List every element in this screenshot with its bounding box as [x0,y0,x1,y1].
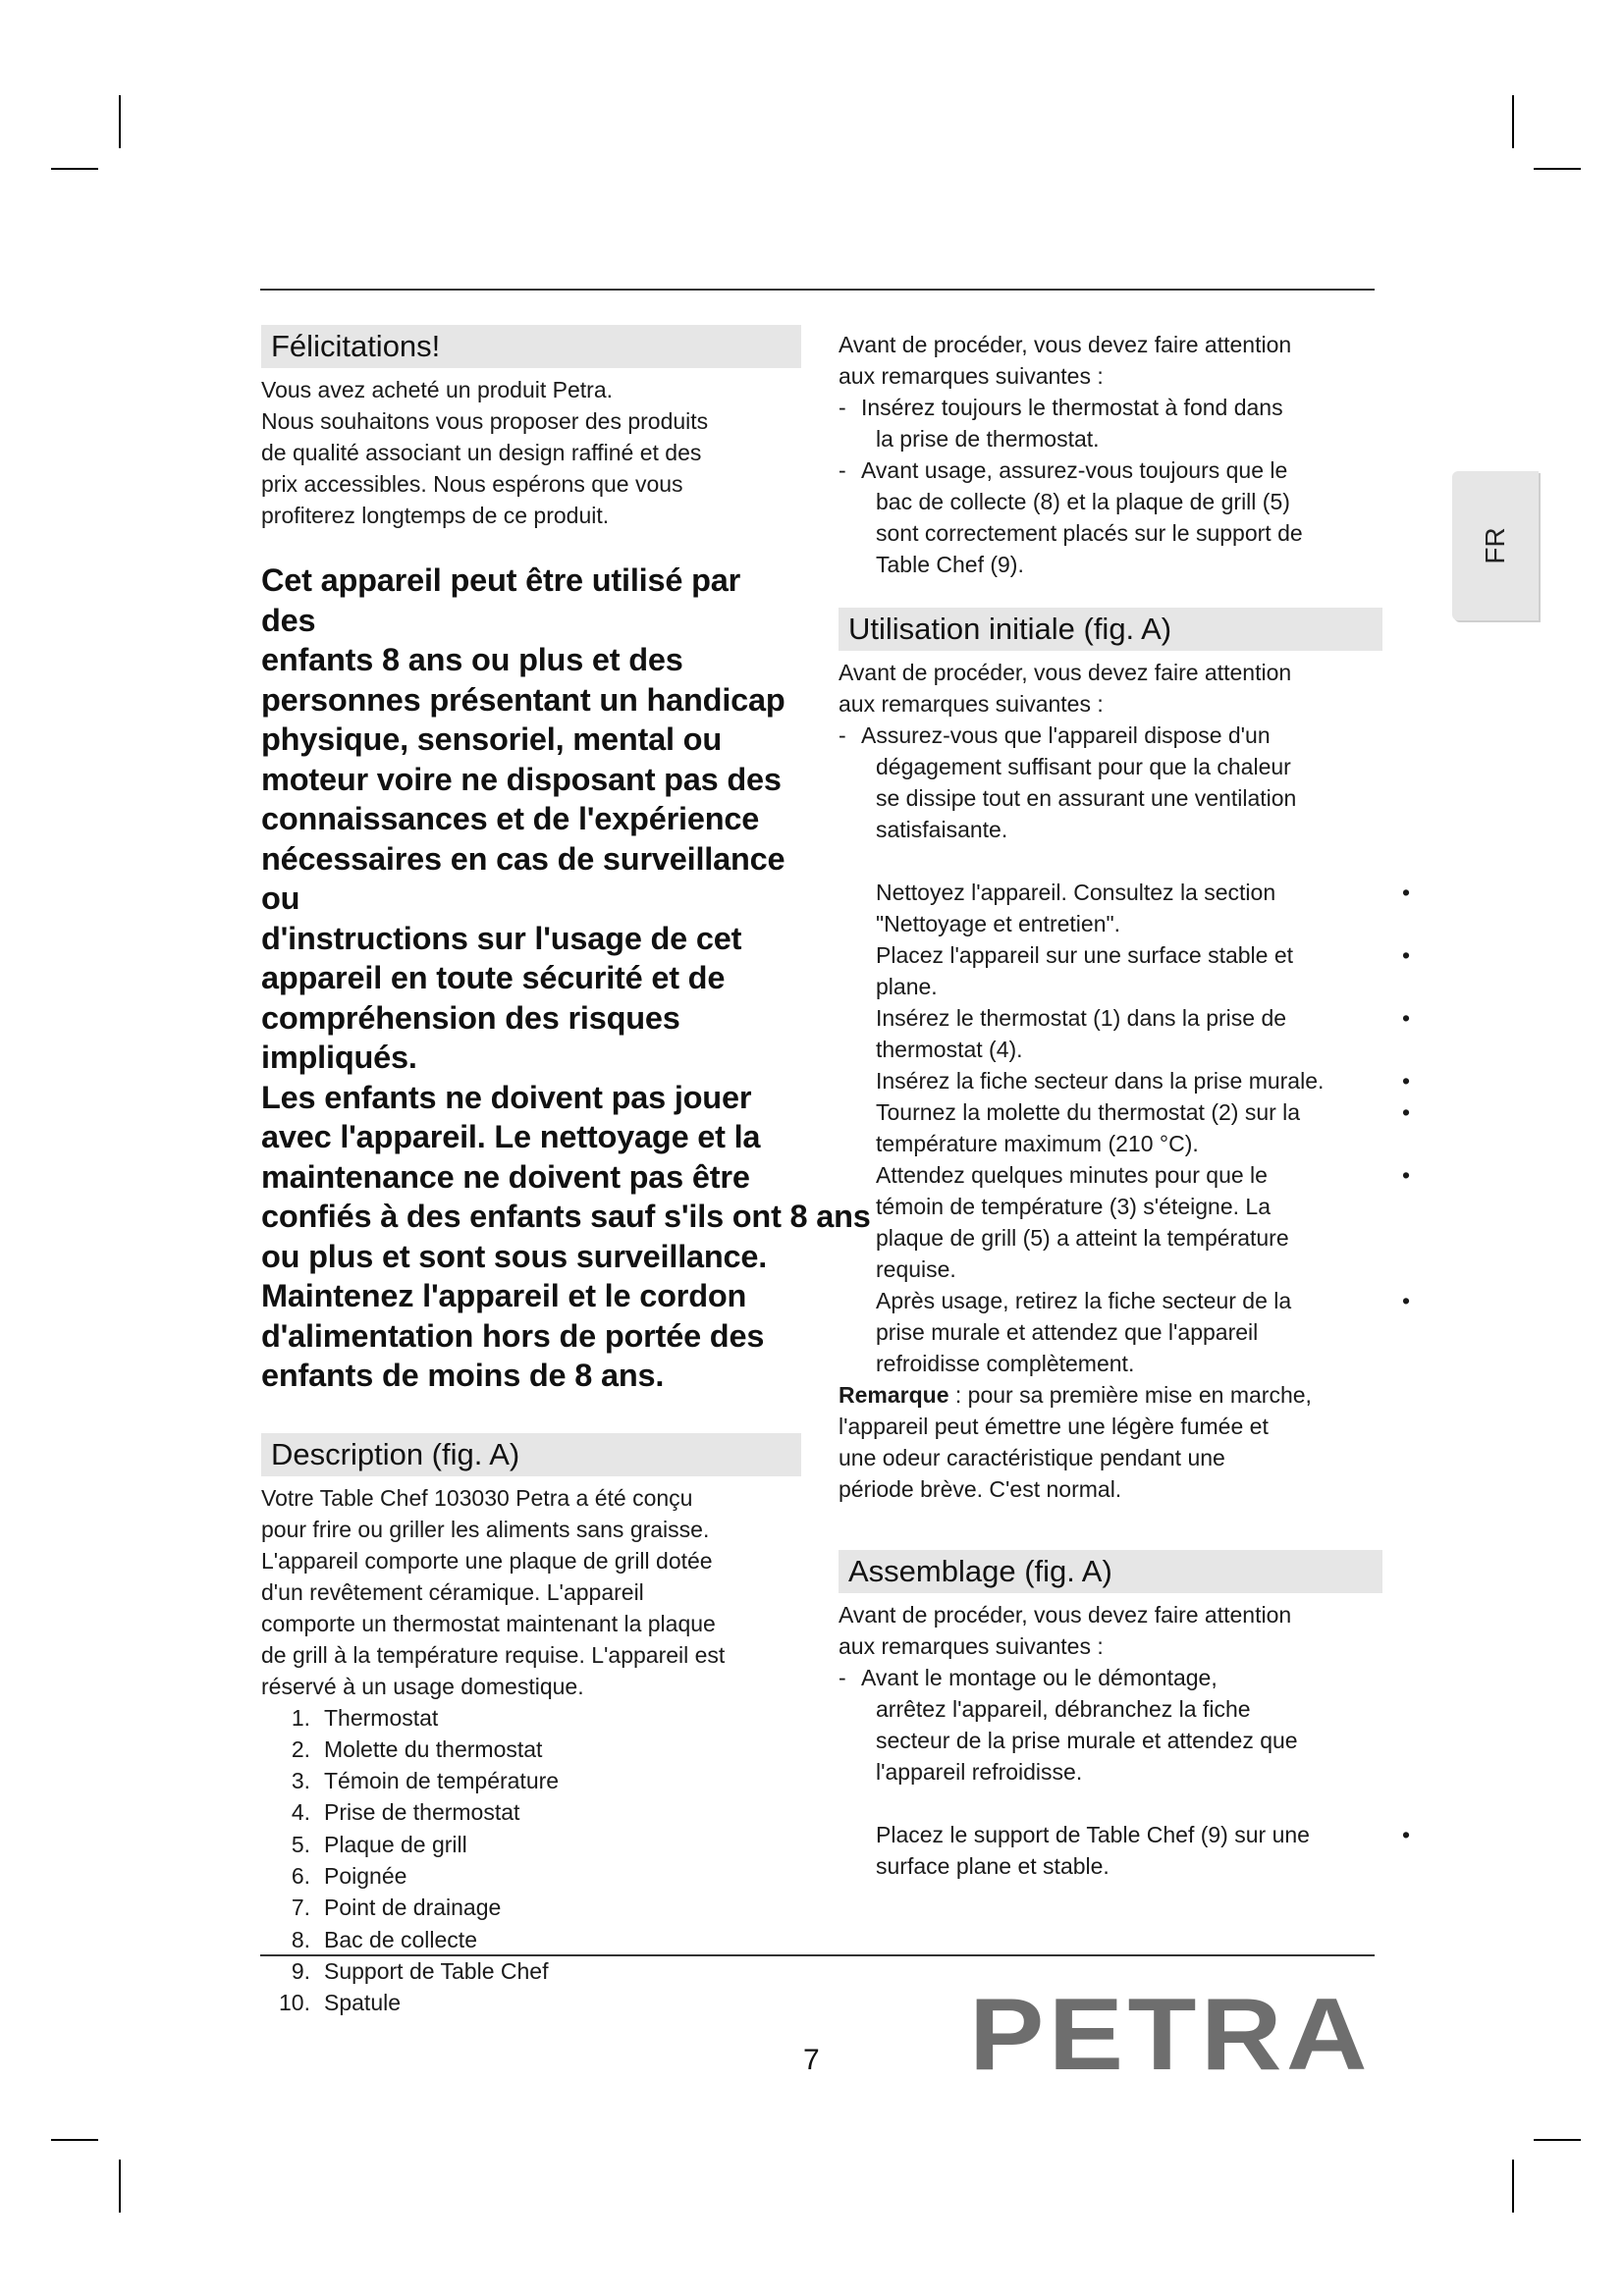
text-line: Après usage, retirez la fiche secteur de la [876,1288,1292,1313]
warning-line: confiés à des enfants sauf s'ils ont 8 ans [261,1199,871,1234]
crop-mark [1512,2160,1514,2213]
text-line: "Nettoyage et entretien". [876,911,1121,936]
felicitations-heading: Félicitations! [261,325,801,368]
part-item [275,1955,801,1987]
text-line: sont correctement placés sur le support de [876,520,1303,546]
crop-mark [1534,2139,1581,2141]
text-line: témoin de température (3) s'éteigne. La [876,1194,1272,1219]
spacer [839,845,1382,877]
remark-label: Remarque [839,1382,949,1408]
warning-line: compréhension des risques impliqués. [261,999,680,1075]
text-line: Insérez le thermostat (1) dans la prise de [876,1005,1287,1031]
part-number: 2. [291,1735,310,1762]
felicitations-section [261,325,801,531]
step-item [876,1285,1410,1379]
part-item [275,1702,801,1734]
assemblage-dash-list [839,1662,1382,1788]
text-line: surface plane et stable. [876,1853,1110,1879]
text-line: l'appareil peut émettre une légère fumée et [839,1414,1269,1439]
text-line: Attendez quelques minutes pour que le [876,1162,1268,1188]
crop-mark [1512,95,1514,148]
bullet-dot: • [1401,1068,1410,1094]
utilisation-heading: Utilisation initiale (fig. A) [839,608,1382,651]
warning-line: appareil en toute sécurité et de [261,960,726,995]
text-line: Placez l'appareil sur une surface stable et [876,942,1294,968]
warning-line: Maintenez l'appareil et le cordon [261,1278,747,1313]
dash-item [839,720,1382,845]
part-item [275,1734,801,1765]
bullet-dot: • [1401,1099,1410,1125]
utilisation-steps [839,877,1410,1379]
part-label: Plaque de grill [324,1831,467,1857]
text-line: thermostat (4). [876,1037,1023,1062]
bullet-dot: • [1401,1005,1410,1031]
crop-mark [51,168,98,170]
warning-line: nécessaires en cas de surveillance ou [261,840,785,916]
part-number: 5. [291,1831,310,1857]
assemblage-steps [839,1819,1410,1882]
warning-line: personnes présentant un handicap [261,681,785,718]
step-item [876,1065,1410,1096]
intro-section [839,329,1382,580]
bullet-dot: • [1401,1162,1410,1188]
text-line: Insérez toujours le thermostat à fond dans [861,395,1283,420]
text-line: Avant le montage ou le démontage, [861,1665,1218,1690]
text-line: Assurez-vous que l'appareil dispose d'un [861,722,1271,748]
text-line: plane. [876,974,938,999]
description-section [261,1433,801,2019]
dash-marker: - [839,457,846,483]
text-line: comporte un thermostat maintenant la plaque [261,1610,716,1636]
petra-logo [965,1985,1376,2083]
text-line: température maximum (210 °C). [876,1131,1199,1156]
text-line: arrêtez l'appareil, débranchez la fiche [876,1696,1251,1722]
text-line: prix accessibles. Nous espérons que vous [261,471,683,497]
part-number: 8. [291,1926,310,1952]
text-line: Avant usage, assurez-vous toujours que le [861,457,1288,483]
text-line: l'appareil refroidisse. [876,1759,1083,1785]
dash-marker: - [839,722,846,748]
part-number: 6. [291,1862,310,1889]
description-text [261,1482,801,1702]
text-line: Votre Table Chef 103030 Petra a été conçu [261,1484,693,1511]
text-line: Vous avez acheté un produit Petra. [261,377,614,402]
text-line: Avant de procéder, vous devez faire attention [839,332,1292,357]
warning-line: enfants de moins de 8 ans. [261,1358,665,1393]
part-item [275,1892,801,1923]
right-column [839,325,1410,1882]
part-number: 1. [291,1704,310,1731]
text-line: Nettoyez l'appareil. Consultez la section [876,880,1276,905]
crop-mark [1534,168,1581,170]
warning-line: connaissances et de l'expérience [261,801,760,836]
utilisation-section [839,608,1410,1505]
left-column [261,325,871,2018]
text-line: pour frire ou griller les aliments sans graisse. [261,1516,710,1542]
text-line: aux remarques suivantes : [839,1633,1104,1659]
text-line: se dissipe tout en assurant une ventilation [876,785,1297,811]
part-item [275,1829,801,1860]
warning-line: d'instructions sur l'usage de cet [261,920,742,956]
part-number: 4. [291,1799,310,1826]
assemblage-section [839,1550,1410,1882]
description-heading: Description (fig. A) [261,1433,801,1476]
bullet-dot: • [1401,1288,1410,1313]
crop-mark [119,2160,121,2213]
warning-line: moteur voire ne disposant pas des [261,761,782,797]
spacer [839,1788,1382,1819]
step-item [876,877,1410,939]
text-line: requise. [876,1256,956,1282]
felicitations-text [261,374,801,531]
text-line: dégagement suffisant pour que la chaleur [876,754,1291,779]
text-line: aux remarques suivantes : [839,691,1104,717]
dash-item [839,454,1382,580]
assemblage-heading: Assemblage (fig. A) [839,1550,1382,1593]
text-line: L'appareil comporte une plaque de grill dotée [261,1547,713,1574]
warning-line: physique, sensoriel, mental ou [261,721,722,757]
text-line: bac de collecte (8) et la plaque de grill (5) [876,489,1290,514]
text-line: Table Chef (9). [876,552,1024,577]
text-line: de grill à la température requise. L'appareil est [261,1641,726,1668]
warning-line: d'alimentation hors de portée des [261,1317,765,1354]
top-rule [260,289,1375,291]
step-item [876,939,1410,1002]
brand-text: PETRA [969,1985,1372,2083]
bullet-dot: • [1401,1822,1410,1847]
text-line: aux remarques suivantes : [839,363,1104,389]
text-line: Nous souhaitons vous proposer des produits [261,408,709,434]
text-line: la prise de thermostat. [876,426,1100,452]
step-item [876,1002,1410,1065]
text-line: Avant de procéder, vous devez faire attention [839,1602,1292,1628]
part-item [275,1860,801,1892]
warning-line: Les enfants ne doivent pas jouer [261,1079,752,1115]
safety-warning [261,561,871,1396]
dash-marker: - [839,1665,846,1690]
part-label: Thermostat [324,1704,439,1731]
text-line: refroidisse complètement. [876,1351,1135,1376]
warning-line: enfants 8 ans ou plus et des [261,642,683,677]
text-line: Placez le support de Table Chef (9) sur une [876,1822,1310,1847]
text-line: une odeur caractéristique pendant une [839,1445,1225,1470]
utilisation-dash-list [839,720,1382,845]
bullet-dot: • [1401,942,1410,968]
text-line: plaque de grill (5) a atteint la température [876,1225,1289,1251]
part-number: 10. [279,1990,310,2016]
remark-first-line [839,1379,1382,1411]
crop-mark [51,2139,98,2141]
part-number: 7. [291,1895,310,1921]
part-item [275,1924,801,1955]
part-label: Spatule [324,1990,402,2016]
page-number: 7 [803,2044,820,2076]
warning-line: maintenance ne doivent pas être [261,1158,750,1195]
part-label: Molette du thermostat [324,1735,543,1762]
dash-item [839,392,1382,454]
part-label: Prise de thermostat [324,1799,520,1826]
remark [839,1379,1382,1505]
bullet-dot: • [1401,880,1410,905]
step-item [876,1159,1410,1285]
part-label: Témoin de température [324,1768,560,1794]
text-line: secteur de la prise murale et attendez que [876,1728,1298,1753]
text-line: Tournez la molette du thermostat (2) sur la [876,1099,1301,1125]
language-tab-label: FR [1480,527,1510,564]
part-number: 9. [291,1957,310,1984]
part-label: Support de Table Chef [324,1957,549,1984]
text-line: profiterez longtemps de ce produit. [261,503,610,528]
step-item [876,1819,1410,1882]
text-line: réservé à un usage domestique. [261,1673,584,1699]
text-line: de qualité associant un design raffiné et des [261,440,702,465]
part-label: Point de drainage [324,1895,502,1921]
part-label: Poignée [324,1862,407,1889]
part-item [275,1987,801,2018]
text-line: satisfaisante. [876,817,1008,842]
parts-list [261,1702,801,2019]
part-item [275,1796,801,1828]
dash-marker: - [839,395,846,420]
part-item [275,1765,801,1796]
text-line: Avant de procéder, vous devez faire attention [839,660,1292,685]
intro-dash-list [839,392,1382,580]
part-label: Bac de collecte [324,1926,477,1952]
text-line: d'un revêtement céramique. L'appareil [261,1578,644,1605]
warning-line: ou plus et sont sous surveillance. [261,1238,768,1274]
warning-line: avec l'appareil. Le nettoyage et la [261,1119,761,1154]
language-tab [1452,471,1539,620]
warning-line: Cet appareil peut être utilisé par des [261,562,741,638]
crop-mark [119,95,121,148]
part-number: 3. [291,1768,310,1794]
dash-item [839,1662,1382,1788]
text-line: prise murale et attendez que l'appareil [876,1319,1259,1345]
text-line: : pour sa première mise en marche, [948,1382,1312,1408]
text-line: période brève. C'est normal. [839,1476,1122,1502]
text-line: Insérez la fiche secteur dans la prise murale. [876,1068,1325,1094]
step-item [876,1096,1410,1159]
